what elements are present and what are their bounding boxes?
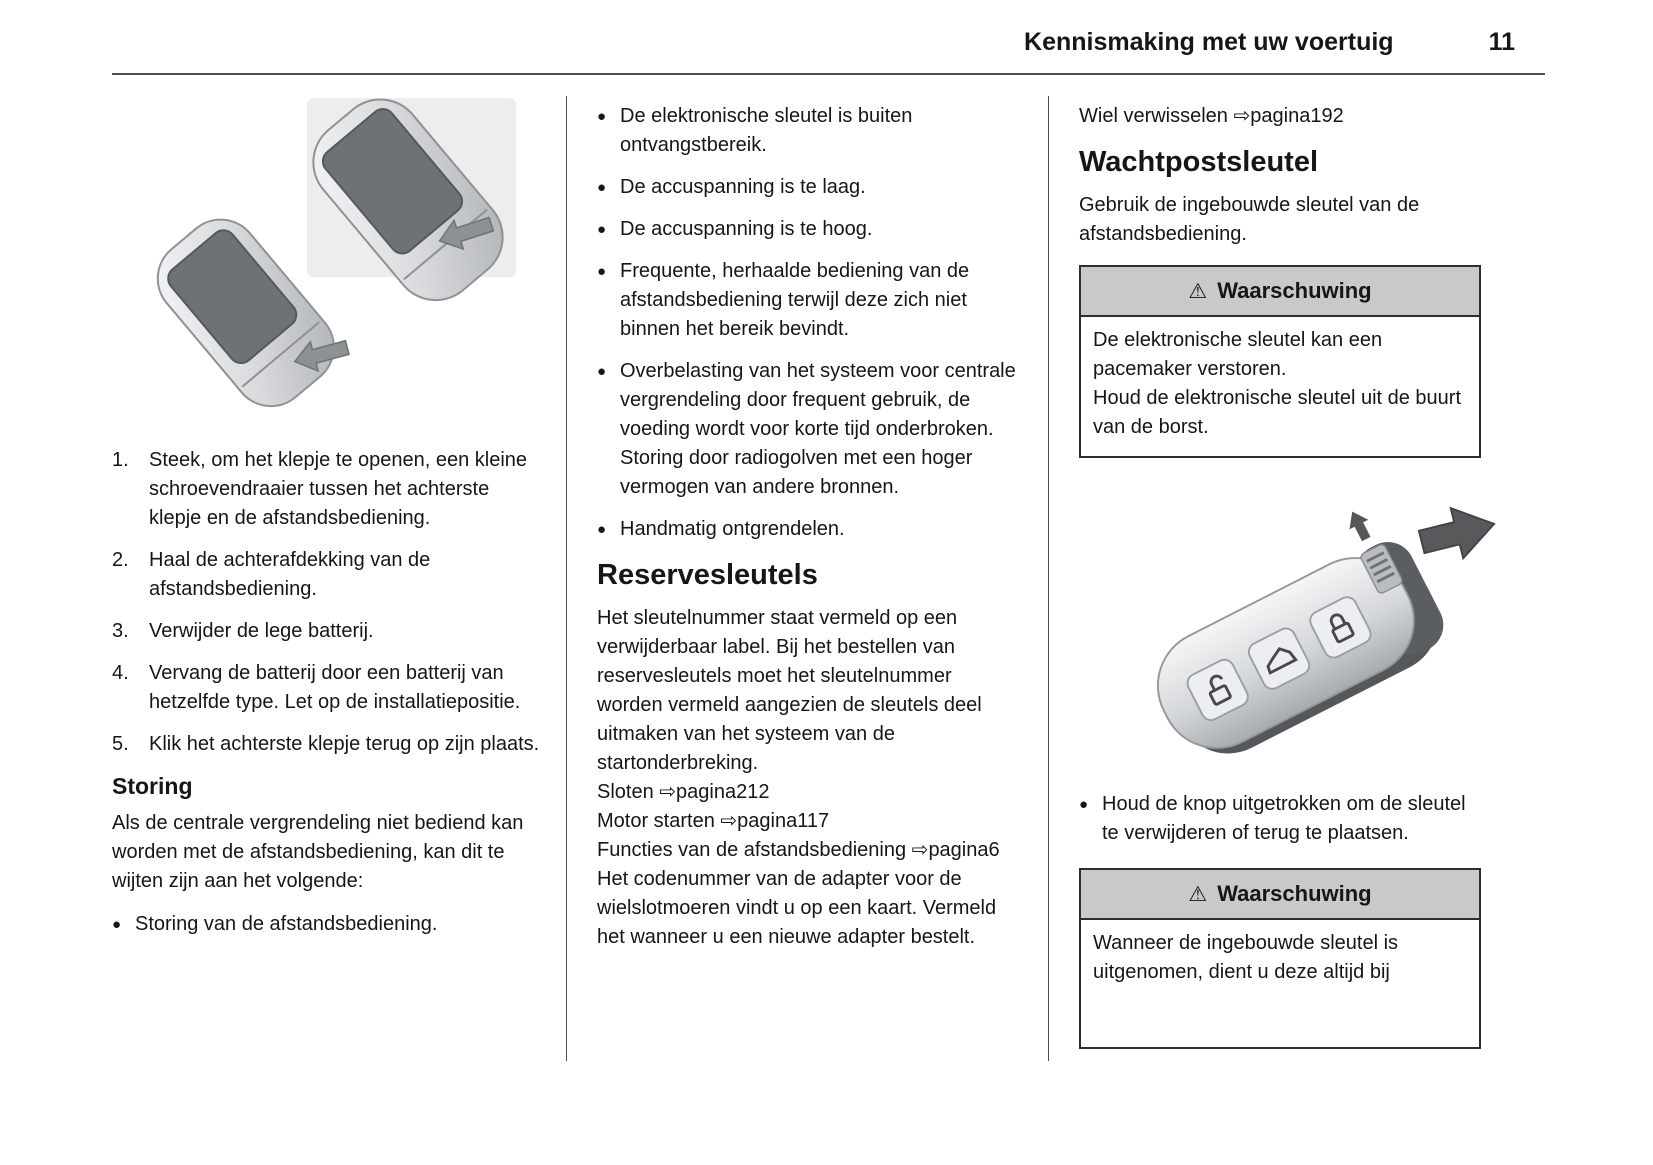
warning-title: Waarschuwing — [1217, 278, 1372, 303]
step-text: Haal de achterafdekking van de afstandsbediening. — [149, 549, 431, 600]
bullet-text: Handmatig ontgrendelen. — [620, 518, 845, 540]
bullet-icon: ● — [597, 521, 607, 538]
ref-label: Motor starten — [597, 810, 715, 832]
content-columns — [112, 96, 1545, 1061]
bullet-text: De elektronische sleutel is buiten ontvangstbereik. — [620, 105, 913, 156]
bullet-text: Frequente, herhaalde bediening van de afstandsbediening terwijl deze zich niet binnen het bereik bevindt. — [620, 260, 970, 340]
list-item — [112, 730, 546, 759]
bullet-text: Houd de knop uitgetrokken om de sleutel te verwijderen of terug te plaatsen. — [1102, 793, 1466, 844]
page-number: 11 — [1488, 28, 1515, 56]
section-heading-reservesleutels: Reservesleutels — [597, 559, 818, 591]
bullet-text: De accuspanning is te laag. — [620, 176, 866, 198]
bullet-icon: ● — [597, 363, 607, 380]
warning-body — [1081, 317, 1479, 456]
bullet-icon: ● — [597, 263, 607, 280]
warning-icon: ⚠ — [1188, 280, 1208, 303]
bullet-text: Overbelasting van het systeem voor centrale vergrendeling door frequent gebruik, de voeding wordt voor korte tijd onderbroken. Storing door radiogolven met een hoger vermogen van andere bronnen. — [620, 360, 1016, 498]
bullet-icon: ● — [1079, 796, 1089, 813]
keyfob-body — [1121, 495, 1456, 775]
column-right — [1049, 96, 1545, 1061]
ref-label: Sloten — [597, 781, 654, 803]
list-item — [597, 357, 1018, 502]
section-heading-storing: Storing — [112, 773, 193, 799]
page-arrow-icon: ⇨ — [659, 781, 677, 803]
page-arrow-icon: ⇨ — [911, 839, 929, 861]
step-number: 5. — [112, 733, 129, 755]
bullet-icon: ● — [597, 221, 607, 238]
integrated-key-illustration — [1085, 484, 1525, 776]
page-arrow-icon: ⇨ — [1233, 105, 1251, 127]
warning-text: Houd de elektronische sleutel uit de buurt van de borst. — [1093, 387, 1462, 438]
paragraph: Het codenummer van de adapter voor de wielslotmoeren vindt u op een kaart. Vermeld het wanneer u een nieuwe adapter bestelt. — [597, 868, 997, 948]
slider-direction-arrow-icon — [1340, 504, 1377, 545]
bullet-icon: ● — [597, 108, 607, 125]
paragraph: Het sleutelnummer staat vermeld op een verwijderbaar label. Bij het bestellen van reservesleutels moet het sleutelnummer worden vermeld aangezien de sleutels deel uitmaken van het systeem van de startonderbreking. — [597, 607, 982, 774]
bullet-text: Storing van de afstandsbediening. — [135, 913, 438, 935]
paragraph: Gebruik de ingebouwde sleutel van de afstandsbediening. — [1079, 194, 1420, 245]
warning-text: Wanneer de ingebouwde sleutel is uitgenomen, dient u deze altijd bij — [1093, 932, 1399, 983]
list-item — [597, 257, 1018, 344]
page-arrow-icon: ⇨ — [720, 810, 738, 832]
step-text: Verwijder de lege batterij. — [149, 620, 374, 642]
paragraph: Als de centrale vergrendeling niet bediend kan worden met de afstandsbediening, kan dit te wijten zijn aan het volgende: — [112, 812, 524, 892]
ref-label: Wiel verwisselen — [1079, 105, 1228, 127]
key-extract-arrow-icon — [1415, 499, 1500, 567]
cross-reference — [597, 778, 1018, 807]
list-item — [112, 617, 546, 646]
chapter-title: Kennismaking met uw voertuig — [1024, 28, 1394, 56]
ref-page: pagina212 — [676, 781, 770, 803]
list-item — [597, 102, 1018, 160]
bullet-icon: ● — [597, 179, 607, 196]
step-text: Vervang de batterij door een batterij van hetzelfde type. Let op de installatiepositie. — [149, 662, 521, 713]
warning-title: Waarschuwing — [1217, 881, 1372, 906]
warning-header — [1081, 870, 1479, 920]
warning-box — [1079, 868, 1481, 1049]
header-rule — [112, 73, 1545, 75]
ref-page: pagina192 — [1250, 105, 1344, 127]
step-number: 3. — [112, 620, 129, 642]
step-number: 2. — [112, 549, 129, 571]
list-item — [597, 173, 1018, 202]
column-left — [112, 96, 566, 1061]
warning-body — [1081, 920, 1479, 1047]
two-keyfobs-image — [146, 98, 518, 410]
warning-icon: ⚠ — [1188, 883, 1208, 906]
cross-reference — [597, 807, 1018, 836]
ref-page: pagina117 — [737, 810, 830, 832]
step-number: 1. — [112, 449, 129, 471]
list-item — [597, 215, 1018, 244]
keyfob-buttons-image — [1085, 484, 1525, 776]
list-item — [597, 515, 1018, 544]
list-item — [112, 446, 546, 533]
ref-label: Functies van de afstandsbediening — [597, 839, 907, 861]
list-item — [1079, 790, 1481, 848]
step-text: Klik het achterste klepje terug op zijn plaats. — [149, 733, 540, 755]
list-item — [112, 659, 546, 717]
warning-box — [1079, 265, 1481, 458]
step-text: Steek, om het klepje te openen, een kleine schroevendraaier tussen het achterste klepje en de afstandsbediening. — [149, 449, 528, 529]
warning-text: De elektronische sleutel kan een pacemaker verstoren. — [1093, 329, 1383, 380]
warning-header — [1081, 267, 1479, 317]
list-item — [112, 910, 546, 939]
cross-reference — [597, 836, 1018, 865]
column-middle — [566, 96, 1049, 1061]
page-header — [112, 28, 1545, 75]
step-number: 4. — [112, 662, 129, 684]
cross-reference — [1079, 102, 1481, 131]
bullet-text: De accuspanning is te hoog. — [620, 218, 873, 240]
list-item — [112, 546, 546, 604]
section-heading-wachtpostsleutel: Wachtpostsleutel — [1079, 146, 1319, 178]
numbered-steps — [112, 446, 546, 759]
ref-page: pagina6 — [928, 839, 1000, 861]
remote-key-back-cover-illustration — [146, 98, 518, 410]
bullet-icon: ● — [112, 916, 122, 933]
